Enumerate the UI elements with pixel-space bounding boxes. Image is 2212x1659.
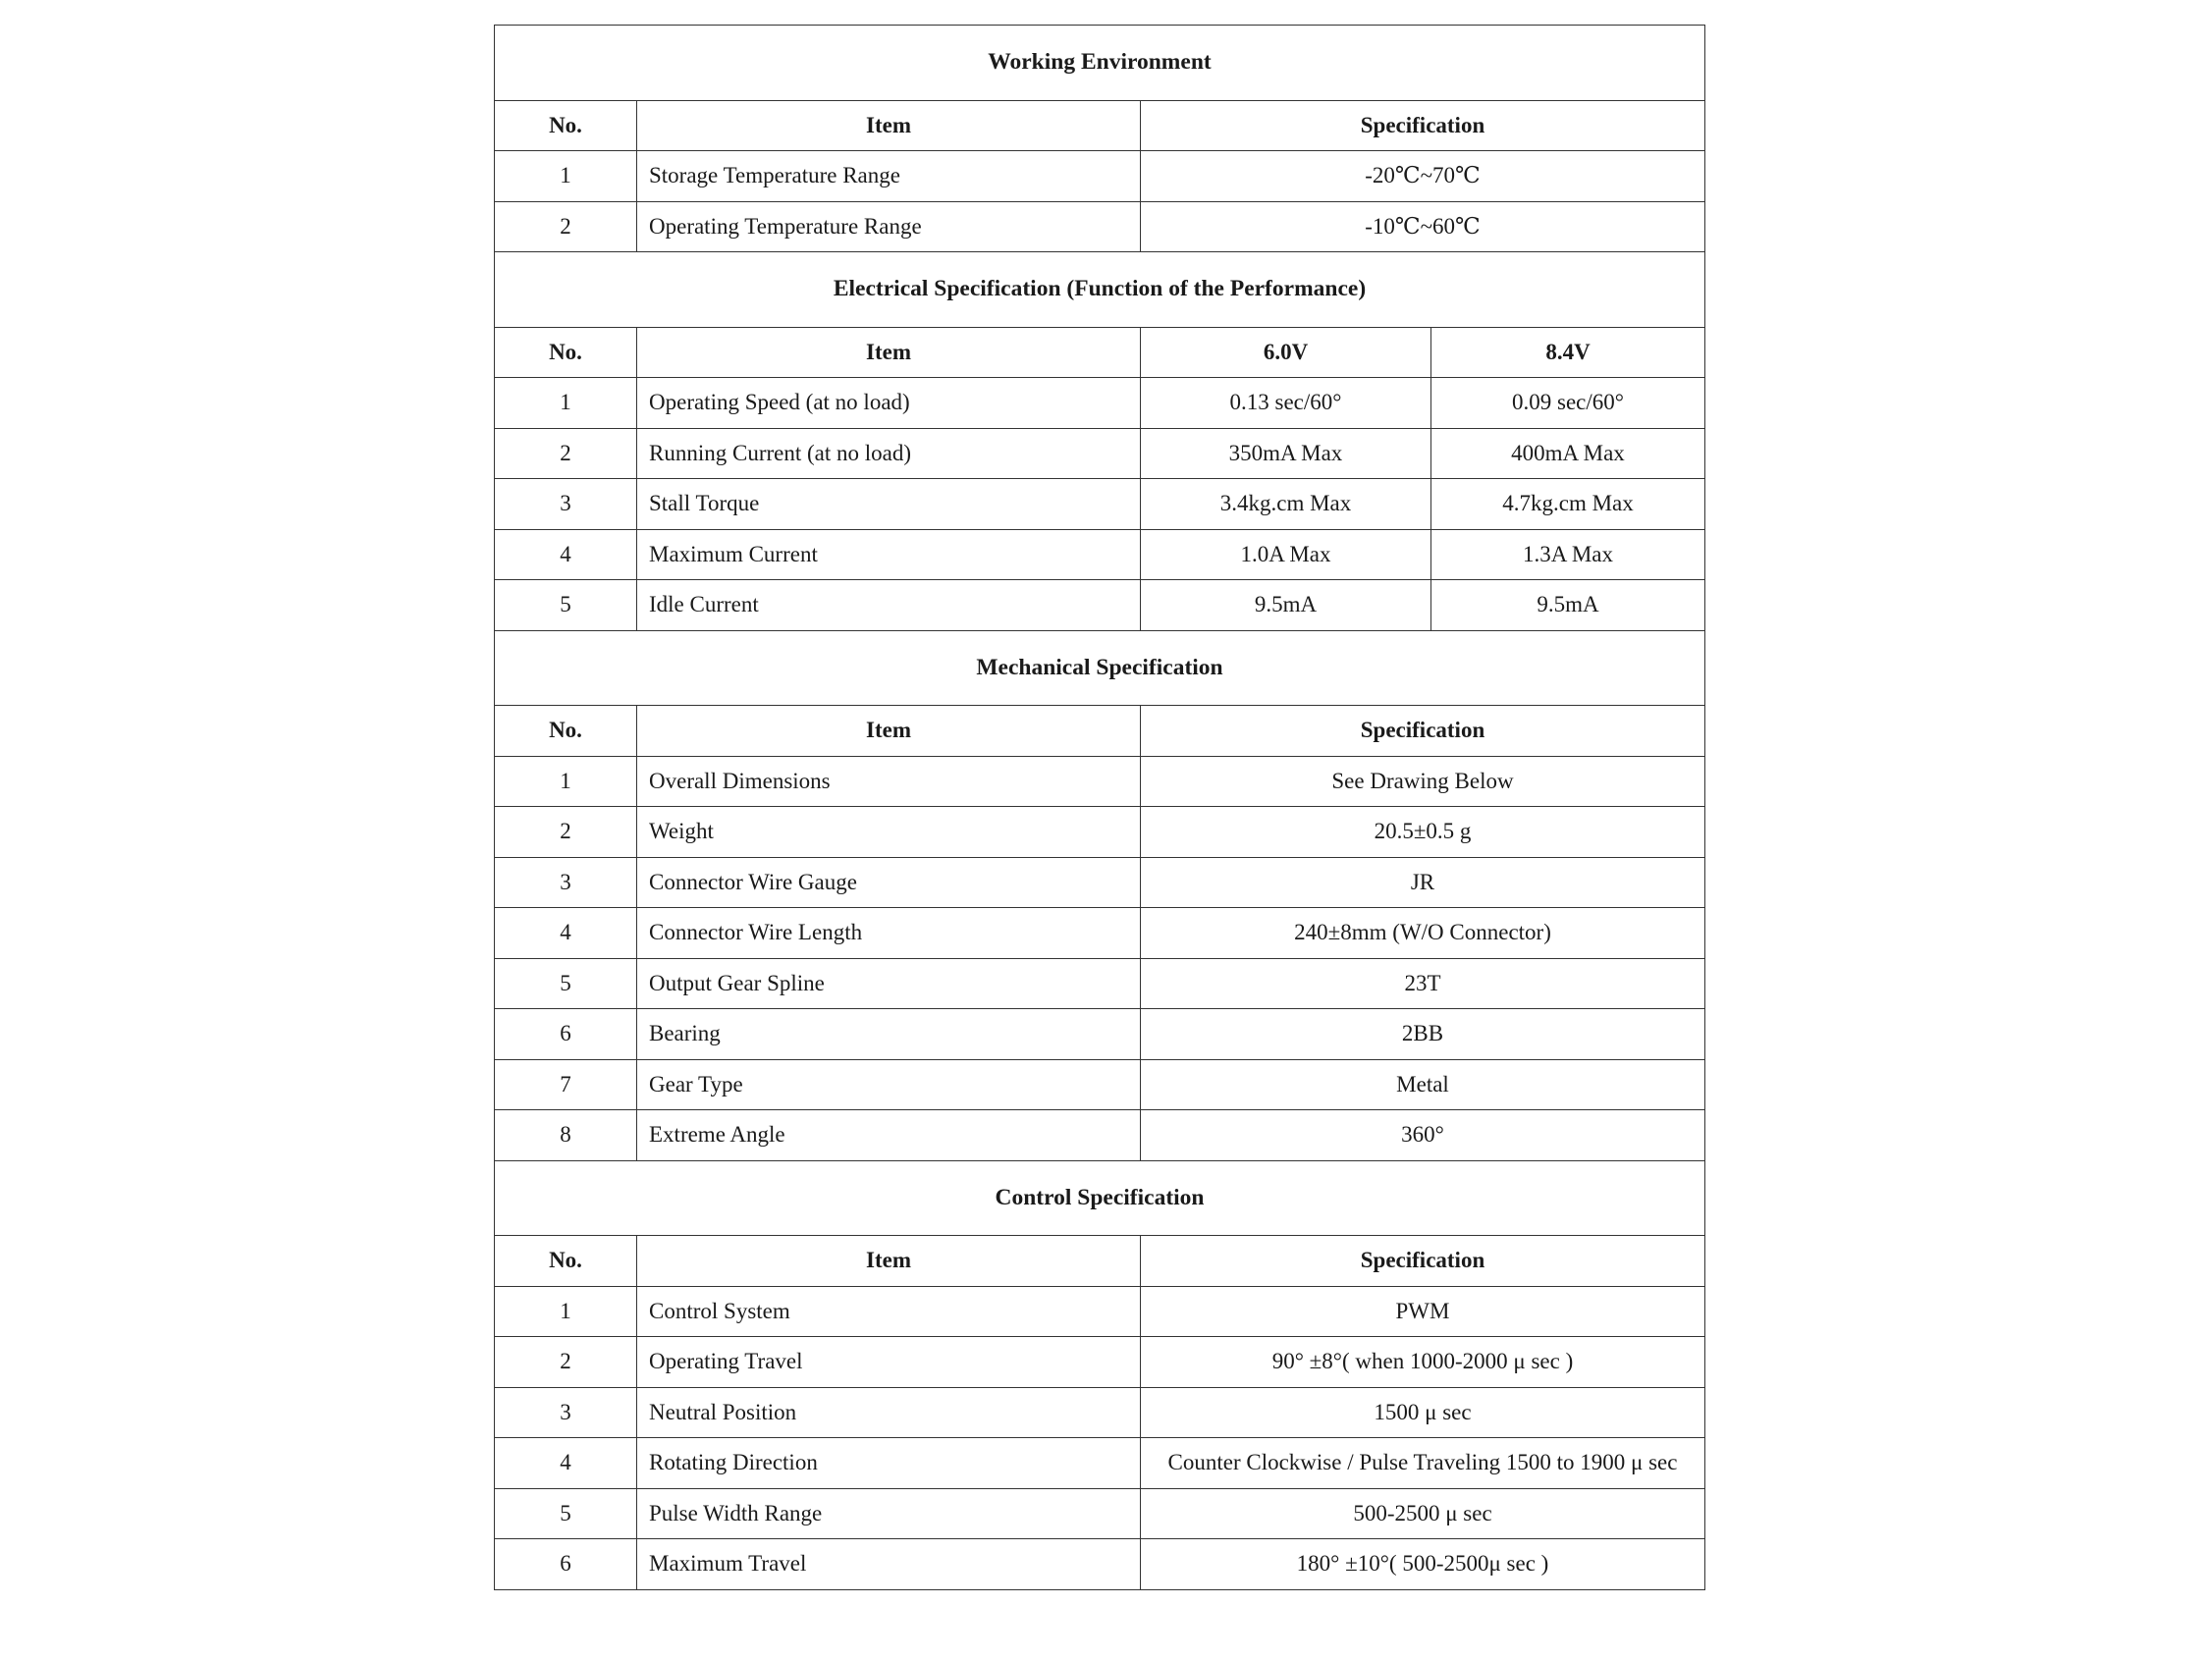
table-row [495,756,1705,807]
row-value-6v: 350mA Max [1141,428,1431,479]
row-value-8v4: 9.5mA [1431,580,1705,631]
row-value-6v: 9.5mA [1141,580,1431,631]
row-item: Neutral Position [637,1387,1141,1438]
header-specification: Specification [1141,1236,1705,1287]
row-item: Bearing [637,1009,1141,1060]
header-8v4: 8.4V [1431,327,1705,378]
row-value-8v4: 400mA Max [1431,428,1705,479]
row-no: 6 [495,1009,637,1060]
header-item: Item [637,100,1141,151]
row-no: 7 [495,1059,637,1110]
row-item: Overall Dimensions [637,756,1141,807]
header-no: No. [495,327,637,378]
table-row [495,151,1705,202]
row-item: Operating Speed (at no load) [637,378,1141,429]
row-item: Weight [637,807,1141,858]
row-item: Rotating Direction [637,1438,1141,1489]
table-row [495,1337,1705,1388]
spec-table [494,25,1705,1590]
row-spec: JR [1141,857,1705,908]
row-item: Connector Wire Gauge [637,857,1141,908]
row-spec: -20℃~70℃ [1141,151,1705,202]
row-spec: PWM [1141,1286,1705,1337]
row-no: 4 [495,529,637,580]
header-item: Item [637,327,1141,378]
row-spec: 23T [1141,958,1705,1009]
row-item: Pulse Width Range [637,1488,1141,1539]
section-title-row [495,630,1705,706]
table-row [495,807,1705,858]
header-item: Item [637,706,1141,757]
row-no: 3 [495,1387,637,1438]
row-spec: 1500 μ sec [1141,1387,1705,1438]
header-row [495,1236,1705,1287]
row-value-6v: 1.0A Max [1141,529,1431,580]
table-row [495,201,1705,252]
row-item: Operating Travel [637,1337,1141,1388]
header-row [495,100,1705,151]
table-row [495,529,1705,580]
row-spec: 360° [1141,1110,1705,1161]
table-row [495,1110,1705,1161]
row-no: 2 [495,1337,637,1388]
table-row [495,378,1705,429]
row-item: Operating Temperature Range [637,201,1141,252]
row-no: 5 [495,580,637,631]
row-no: 1 [495,378,637,429]
row-item: Extreme Angle [637,1110,1141,1161]
header-row [495,327,1705,378]
table-row [495,580,1705,631]
row-no: 8 [495,1110,637,1161]
section-title-row [495,1160,1705,1236]
row-value-8v4: 1.3A Max [1431,529,1705,580]
row-no: 2 [495,201,637,252]
section-title-working-environment: Working Environment [495,26,1705,101]
row-spec: See Drawing Below [1141,756,1705,807]
row-item: Running Current (at no load) [637,428,1141,479]
table-row [495,428,1705,479]
row-spec: Metal [1141,1059,1705,1110]
row-value-6v: 0.13 sec/60° [1141,378,1431,429]
row-no: 3 [495,479,637,530]
row-item: Gear Type [637,1059,1141,1110]
section-title-control: Control Specification [495,1160,1705,1236]
section-title-row [495,252,1705,328]
table-row [495,1009,1705,1060]
table-row [495,908,1705,959]
header-6v: 6.0V [1141,327,1431,378]
row-spec: 500-2500 μ sec [1141,1488,1705,1539]
row-item: Connector Wire Length [637,908,1141,959]
row-spec: 90° ±8°( when 1000-2000 μ sec ) [1141,1337,1705,1388]
row-value-6v: 3.4kg.cm Max [1141,479,1431,530]
row-value-8v4: 4.7kg.cm Max [1431,479,1705,530]
header-no: No. [495,1236,637,1287]
row-item: Output Gear Spline [637,958,1141,1009]
row-no: 1 [495,151,637,202]
table-row [495,479,1705,530]
section-title-row [495,26,1705,101]
row-spec: Counter Clockwise / Pulse Traveling 1500 to 1900 μ sec [1141,1438,1705,1489]
header-no: No. [495,706,637,757]
row-no: 4 [495,1438,637,1489]
row-value-8v4: 0.09 sec/60° [1431,378,1705,429]
row-spec: 180° ±10°( 500-2500μ sec ) [1141,1539,1705,1590]
row-no: 1 [495,1286,637,1337]
table-row [495,1438,1705,1489]
row-no: 2 [495,428,637,479]
row-no: 5 [495,958,637,1009]
table-row [495,1059,1705,1110]
row-item: Maximum Current [637,529,1141,580]
table-row [495,1488,1705,1539]
row-spec: 2BB [1141,1009,1705,1060]
row-no: 1 [495,756,637,807]
row-spec: 20.5±0.5 g [1141,807,1705,858]
row-no: 6 [495,1539,637,1590]
table-row [495,958,1705,1009]
row-no: 3 [495,857,637,908]
table-row [495,857,1705,908]
table-row [495,1539,1705,1590]
row-no: 4 [495,908,637,959]
row-item: Idle Current [637,580,1141,631]
table-row [495,1387,1705,1438]
table-row [495,1286,1705,1337]
header-item: Item [637,1236,1141,1287]
header-no: No. [495,100,637,151]
section-title-electrical: Electrical Specification (Function of the Performance) [495,252,1705,328]
row-spec: -10℃~60℃ [1141,201,1705,252]
row-item: Control System [637,1286,1141,1337]
row-item: Storage Temperature Range [637,151,1141,202]
row-no: 2 [495,807,637,858]
row-item: Maximum Travel [637,1539,1141,1590]
header-row [495,706,1705,757]
header-specification: Specification [1141,706,1705,757]
row-no: 5 [495,1488,637,1539]
header-specification: Specification [1141,100,1705,151]
row-item: Stall Torque [637,479,1141,530]
row-spec: 240±8mm (W/O Connector) [1141,908,1705,959]
section-title-mechanical: Mechanical Specification [495,630,1705,706]
